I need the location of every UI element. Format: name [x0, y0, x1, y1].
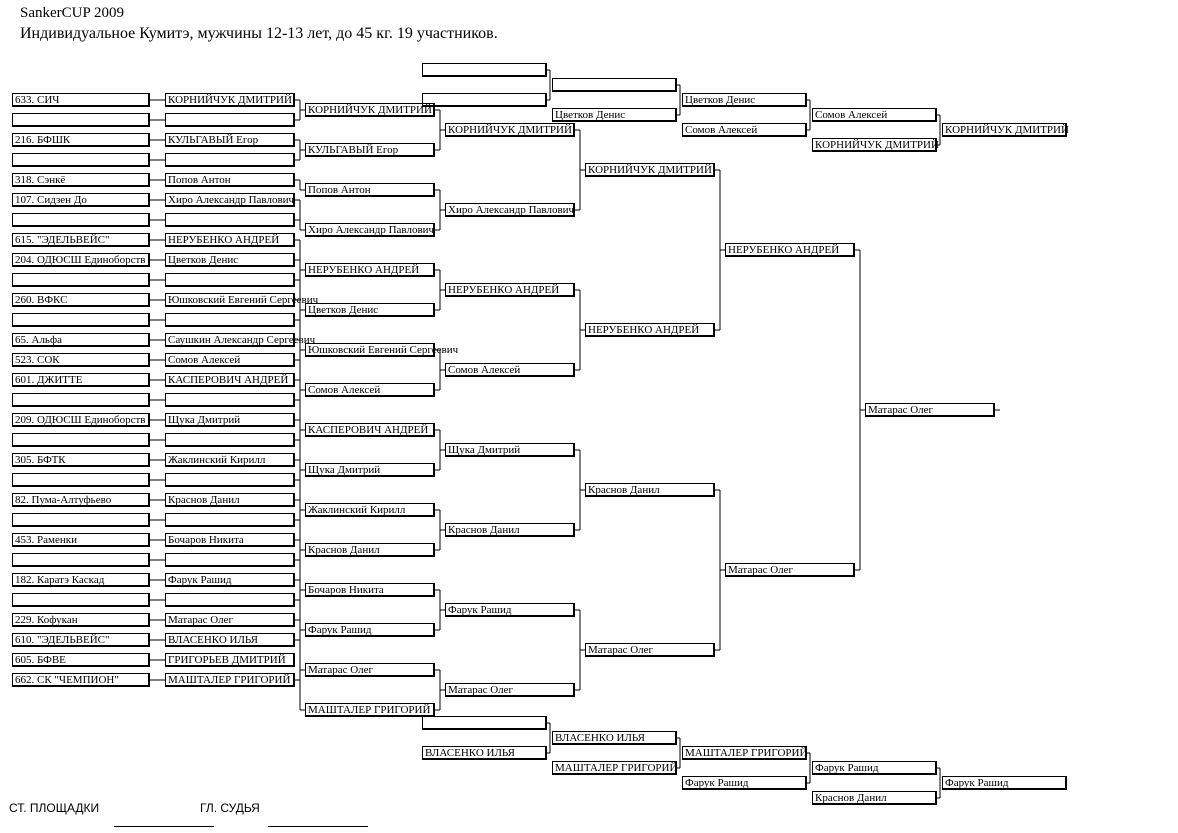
- participant-cell: КУЛЬГАВЫЙ Егор: [165, 133, 295, 147]
- site-chief-label: СТ. ПЛОЩАДКИ: [9, 801, 100, 815]
- club-cell: 229. Кофукан: [12, 613, 150, 627]
- event-title: SankerCUP 2009: [20, 5, 125, 21]
- round2-cell: КУЛЬГАВЫЙ Егор: [305, 143, 435, 157]
- club-cell: 216. БФШК: [12, 133, 150, 147]
- round2-cell: Цветков Денис: [305, 303, 435, 317]
- participant-cell: [165, 433, 295, 447]
- repechage-top-cell: Сомов Алексей: [812, 108, 937, 122]
- participant-cell: [165, 113, 295, 127]
- participant-cell: Хиро Александр Павлович: [165, 193, 295, 207]
- participant-cell: [165, 393, 295, 407]
- repechage-top-cell: Цветков Денис: [552, 108, 677, 122]
- repechage-bottom-cell: ВЛАСЕНКО ИЛЬЯ: [552, 731, 677, 745]
- participant-cell: [165, 593, 295, 607]
- round2-cell: Щука Дмитрий: [305, 463, 435, 477]
- round2-cell: Попов Антон: [305, 183, 435, 197]
- participant-cell: Попов Антон: [165, 173, 295, 187]
- repechage-bottom-cell: МАШТАЛЕР ГРИГОРИЙ: [682, 746, 807, 760]
- participant-cell: [165, 473, 295, 487]
- repechage-top-cell: КОРНИЙЧУК ДМИТРИЙ: [812, 138, 937, 152]
- participant-cell: [165, 553, 295, 567]
- round2-cell: Жаклинский Кирилл: [305, 503, 435, 517]
- club-cell: 65. Альфа: [12, 333, 150, 347]
- participant-cell: Щука Дмитрий: [165, 413, 295, 427]
- participant-cell: [165, 313, 295, 327]
- round3-cell: Сомов Алексей: [445, 363, 575, 377]
- repechage-bottom-cell: МАШТАЛЕР ГРИГОРИЙ: [552, 761, 677, 775]
- repechage-top-cell: [552, 78, 677, 92]
- club-cell: 260. ВФКС: [12, 293, 150, 307]
- participant-cell: Цветков Денис: [165, 253, 295, 267]
- round4-cell: Матарас Олег: [585, 643, 715, 657]
- participant-cell: МАШТАЛЕР ГРИГОРИЙ: [165, 673, 295, 687]
- club-cell: 605. БФВЕ: [12, 653, 150, 667]
- round3-cell: Краснов Данил: [445, 523, 575, 537]
- club-cell: 615. "ЭДЕЛЬВЕЙС": [12, 233, 150, 247]
- club-cell: 601. ДЖИТТЕ: [12, 373, 150, 387]
- club-cell: [12, 273, 150, 287]
- round2-cell: МАШТАЛЕР ГРИГОРИЙ: [305, 703, 435, 717]
- round4-cell: Краснов Данил: [585, 483, 715, 497]
- round3-cell: Фарук Рашид: [445, 603, 575, 617]
- club-cell: 107. Сидзен До: [12, 193, 150, 207]
- club-cell: [12, 473, 150, 487]
- participant-cell: КОРНИЙЧУК ДМИТРИЙ: [165, 93, 295, 107]
- club-cell: [12, 313, 150, 327]
- participant-cell: ГРИГОРЬЕВ ДМИТРИЙ: [165, 653, 295, 667]
- round5-cell: Матарас Олег: [725, 563, 855, 577]
- round2-cell: КАСПЕРОВИЧ АНДРЕЙ: [305, 423, 435, 437]
- round2-cell: НЕРУБЕНКО АНДРЕЙ: [305, 263, 435, 277]
- repechage-top-cell: Сомов Алексей: [682, 123, 807, 137]
- round2-cell: Фарук Рашид: [305, 623, 435, 637]
- club-cell: [12, 513, 150, 527]
- participant-cell: Фарук Рашид: [165, 573, 295, 587]
- round3-cell: Хиро Александр Павлович: [445, 203, 575, 217]
- repechage-top-cell: Цветков Денис: [682, 93, 807, 107]
- club-cell: [12, 433, 150, 447]
- participant-cell: ВЛАСЕНКО ИЛЬЯ: [165, 633, 295, 647]
- round3-cell: Матарас Олег: [445, 683, 575, 697]
- club-cell: [12, 393, 150, 407]
- club-cell: [12, 553, 150, 567]
- participant-cell: [165, 273, 295, 287]
- chief-judge-label: ГЛ. СУДЬЯ: [200, 801, 260, 815]
- club-cell: 453. Раменки: [12, 533, 150, 547]
- chief-judge-signature-line: [268, 826, 368, 827]
- round4-cell: НЕРУБЕНКО АНДРЕЙ: [585, 323, 715, 337]
- round2-cell: Краснов Данил: [305, 543, 435, 557]
- club-cell: 523. СОК: [12, 353, 150, 367]
- participant-cell: [165, 213, 295, 227]
- participant-cell: КАСПЕРОВИЧ АНДРЕЙ: [165, 373, 295, 387]
- club-cell: 610. "ЭДЕЛЬВЕЙС": [12, 633, 150, 647]
- club-cell: 633. СИЧ: [12, 93, 150, 107]
- round2-cell: Сомов Алексей: [305, 383, 435, 397]
- repechage-bottom-cell: Фарук Рашид: [682, 776, 807, 790]
- participant-cell: Юшковский Евгений Сергеевич: [165, 293, 295, 307]
- club-cell: [12, 113, 150, 127]
- club-cell: 305. БФТК: [12, 453, 150, 467]
- participant-cell: Сомов Алексей: [165, 353, 295, 367]
- round2-cell: Матарас Олег: [305, 663, 435, 677]
- repechage-bottom-cell: [422, 716, 547, 730]
- round5-cell: НЕРУБЕНКО АНДРЕЙ: [725, 243, 855, 257]
- participant-cell: Краснов Данил: [165, 493, 295, 507]
- repechage-top-cell: [422, 93, 547, 107]
- club-cell: 182. Каратэ Каскад: [12, 573, 150, 587]
- club-cell: 204. ОДЮСШ Единоборств: [12, 253, 150, 267]
- club-cell: [12, 213, 150, 227]
- club-cell: [12, 593, 150, 607]
- participant-cell: Матарас Олег: [165, 613, 295, 627]
- repechage-bottom-winner-cell: Фарук Рашид: [942, 776, 1067, 790]
- club-cell: 82. Пума-Алтуфьево: [12, 493, 150, 507]
- club-cell: [12, 153, 150, 167]
- participant-cell: Саушкин Александр Сергеевич: [165, 333, 295, 347]
- club-cell: 318. Сэнкё: [12, 173, 150, 187]
- participant-cell: Жаклинский Кирилл: [165, 453, 295, 467]
- round3-cell: НЕРУБЕНКО АНДРЕЙ: [445, 283, 575, 297]
- round3-cell: Щука Дмитрий: [445, 443, 575, 457]
- repechage-bottom-cell: ВЛАСЕНКО ИЛЬЯ: [422, 746, 547, 760]
- repechage-bottom-cell: Фарук Рашид: [812, 761, 937, 775]
- club-cell: 209. ОДЮСШ Единоборств: [12, 413, 150, 427]
- repechage-top-cell: [422, 63, 547, 77]
- repechage-bottom-cell: Краснов Данил: [812, 791, 937, 805]
- category-title: Индивидуальное Кумитэ, мужчины 12-13 лет, до 45 кг. 19 участников.: [20, 25, 498, 42]
- round4-cell: КОРНИЙЧУК ДМИТРИЙ: [585, 163, 715, 177]
- round2-cell: Бочаров Никита: [305, 583, 435, 597]
- participant-cell: НЕРУБЕНКО АНДРЕЙ: [165, 233, 295, 247]
- round2-cell: Хиро Александр Павлович: [305, 223, 435, 237]
- repechage-top-winner-cell: КОРНИЙЧУК ДМИТРИЙ: [942, 123, 1067, 137]
- round3-cell: КОРНИЙЧУК ДМИТРИЙ: [445, 123, 575, 137]
- final-winner-cell: Матарас Олег: [865, 403, 995, 417]
- club-cell: 662. СК "ЧЕМПИОН": [12, 673, 150, 687]
- round2-cell: Юшковский Евгений Сергеевич: [305, 343, 435, 357]
- participant-cell: [165, 153, 295, 167]
- round2-cell: КОРНИЙЧУК ДМИТРИЙ: [305, 103, 435, 117]
- site-chief-signature-line: [114, 826, 214, 827]
- participant-cell: [165, 513, 295, 527]
- participant-cell: Бочаров Никита: [165, 533, 295, 547]
